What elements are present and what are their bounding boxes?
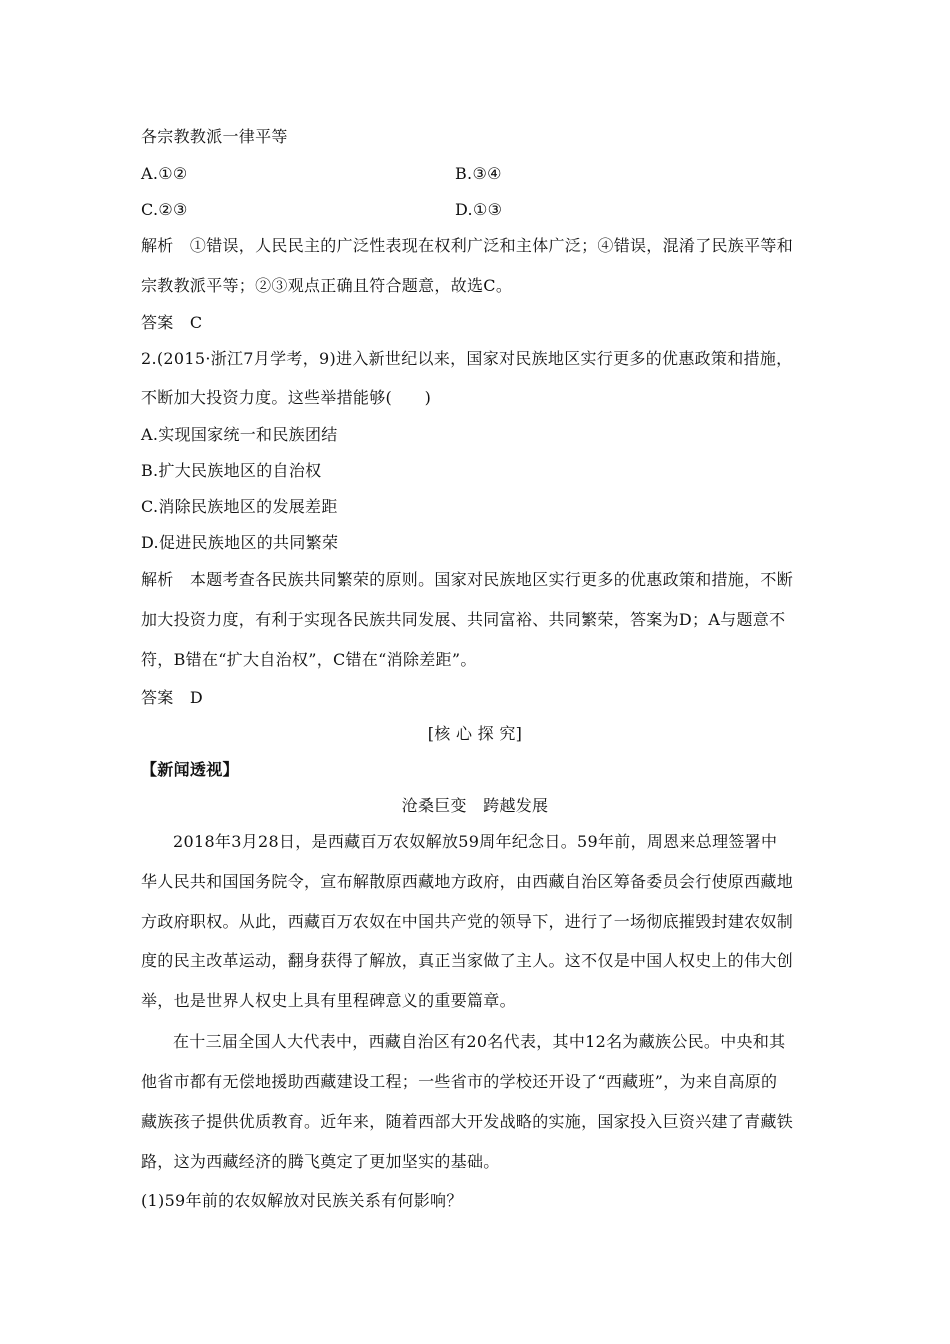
- q1-analysis-line: 宗教教派平等；②③观点正确且符合题意，故选C。: [141, 276, 513, 295]
- article-paragraph-line: 度的民主改革运动，翻身获得了解放，真正当家做了主人。这不仅是中国人权史上的伟大创: [141, 951, 794, 970]
- question-1: (1)59年前的农奴解放对民族关系有何影响？: [141, 1191, 463, 1210]
- section-heading: [核 心 探 究]: [427, 724, 523, 743]
- q2-analysis-line: 符，B错在“扩大自治权”，C错在“消除差距”。: [141, 650, 477, 669]
- q2-answer: 答案 D: [141, 688, 204, 707]
- q2-analysis-line: 加大投资力度，有利于实现各民族共同发展、共同富裕、共同繁荣，答案为D；A与题意不: [141, 610, 786, 629]
- q2-option-b: B.扩大民族地区的自治权: [141, 461, 322, 480]
- news-perspective-label: 【新闻透视】: [141, 760, 239, 779]
- q1-option-a: A.①②: [141, 164, 188, 183]
- article-title: 沧桑巨变 跨越发展: [401, 796, 549, 815]
- q1-option-d: D.①③: [455, 200, 503, 219]
- article-paragraph-line: 2018年3月28日，是西藏百万农奴解放59周年纪念日。59年前，周恩来总理签署中: [173, 832, 778, 851]
- article-paragraph-line: 举，也是世界人权史上具有里程碑意义的重要篇章。: [141, 991, 516, 1010]
- article-paragraph-line: 藏族孩子提供优质教育。近年来，随着西部大开发战略的实施，国家投入巨资兴建了青藏铁: [141, 1112, 794, 1131]
- article-paragraph-line: 路，这为西藏经济的腾飞奠定了更加坚实的基础。: [141, 1152, 500, 1171]
- q2-analysis-line: 解析 本题考查各民族共同繁荣的原则。国家对民族地区实行更多的优惠政策和措施，不断: [141, 570, 794, 589]
- article-paragraph-line: 方政府职权。从此，西藏百万农奴在中国共产党的领导下，进行了一场彻底摧毁封建农奴制: [141, 912, 794, 931]
- q1-option-continuation: 各宗教教派一律平等: [141, 127, 288, 146]
- article-paragraph-line: 他省市都有无偿地援助西藏建设工程；一些省市的学校还开设了“西藏班”，为来自高原的: [141, 1072, 778, 1091]
- q2-stem-line: 2.(2015·浙江7月学考，9)进入新世纪以来，国家对民族地区实行更多的优惠政策和措施，: [141, 349, 793, 368]
- article-paragraph-line: 华人民共和国国务院令，宣布解散原西藏地方政府，由西藏自治区筹备委员会行使原西藏地: [141, 872, 794, 891]
- q2-stem-line: 不断加大投资力度。这些举措能够( ): [141, 388, 432, 407]
- q1-option-c: C.②③: [141, 200, 188, 219]
- q2-option-a: A.实现国家统一和民族团结: [141, 425, 338, 444]
- q1-analysis-line: 解析 ①错误，人民民主的广泛性表现在权利广泛和主体广泛；④错误，混淆了民族平等和: [141, 236, 794, 255]
- article-paragraph-line: 在十三届全国人大代表中，西藏自治区有20名代表，其中12名为藏族公民。中央和其: [173, 1032, 786, 1051]
- q2-option-c: C.消除民族地区的发展差距: [141, 497, 338, 516]
- q1-answer: 答案 C: [141, 313, 203, 332]
- q2-option-d: D.促进民族地区的共同繁荣: [141, 533, 339, 552]
- q1-option-b: B.③④: [455, 164, 502, 183]
